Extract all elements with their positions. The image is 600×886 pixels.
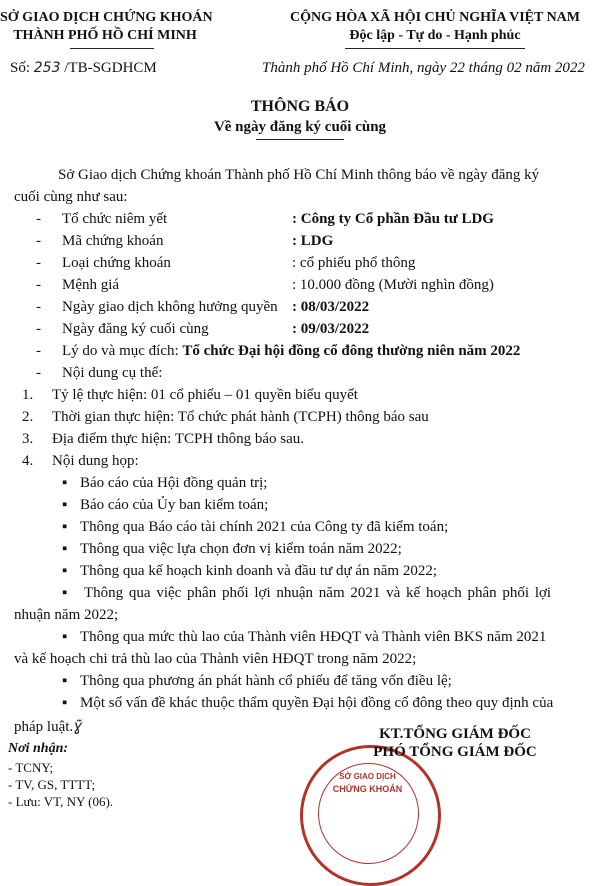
field-dash: - xyxy=(36,233,41,249)
field-value: : LDG xyxy=(292,233,334,249)
field-label: Mã chứng khoán xyxy=(62,233,164,249)
motto-underline xyxy=(345,48,525,49)
national-motto: Độc lập - Tự do - Hạnh phúc xyxy=(349,28,521,43)
field-value: : 10.000 đồng (Mười nghìn đồng) xyxy=(292,277,494,293)
recipient-item: - TV, GS, TTTT; xyxy=(8,777,96,792)
agenda-bullet: ▪ xyxy=(62,475,68,491)
agenda-item: Thông qua mức thù lao của Thành viên HĐQT và Thành viên BKS năm 2021 xyxy=(80,629,547,645)
agenda-bullet: ▪ xyxy=(62,497,68,513)
field-label: Mệnh giá xyxy=(62,277,120,293)
field-dash: - xyxy=(36,211,41,227)
agenda-bullet: ▪ xyxy=(62,585,68,601)
agenda-bullet: ▪ xyxy=(62,519,68,535)
numbered-item-num: 3. xyxy=(22,431,34,447)
field-value: : Công ty Cổ phần Đầu tư LDG xyxy=(292,211,494,227)
numbered-item-num: 4. xyxy=(22,453,34,469)
issuer-name-line2: THÀNH PHỐ HỒ CHÍ MINH xyxy=(13,28,197,43)
purpose-row xyxy=(62,343,520,360)
field-value-text: 09/03/2022 xyxy=(300,321,370,337)
numbered-item-num: 2. xyxy=(22,409,34,425)
content-dash: - xyxy=(36,365,41,381)
initial-mark-icon: ɣ̃ xyxy=(73,717,83,735)
agenda-item-continued: và kế hoạch chi trả thù lao của Thành viên HĐQT trong năm 2022; xyxy=(14,651,417,667)
national-title: CỘNG HÒA XÃ HỘI CHỦ NGHĨA VIỆT NAM xyxy=(289,10,580,25)
purpose-value: Tổ chức Đại hội đồng cổ đông thường niên năm 2022 xyxy=(182,343,521,359)
field-value-text: cổ phiếu phổ thông xyxy=(299,255,416,271)
recipient-text: Lưu: VT, NY (06). xyxy=(15,794,114,809)
intro-line2: cuối cùng như sau: xyxy=(14,189,128,205)
agenda-item-continued xyxy=(14,717,82,736)
purpose-dash: - xyxy=(36,343,41,359)
field-value-text: LDG xyxy=(300,233,334,249)
numbered-item-text: Tỷ lệ thực hiện: 01 cổ phiếu – 01 quyền biểu quyết xyxy=(52,387,358,403)
document-title: THÔNG BÁO xyxy=(250,98,350,115)
field-dash: - xyxy=(36,299,41,315)
agenda-item: Một số vấn đề khác thuộc thẩm quyền Đại hội đồng cổ đông theo quy định của xyxy=(80,695,554,711)
numbered-item-num: 1. xyxy=(22,387,34,403)
agenda-bullet: ▪ xyxy=(62,673,68,689)
content-heading: Nội dung cụ thể: xyxy=(62,365,163,381)
numbered-item-text: Thời gian thực hiện: Tổ chức phát hành (TCPH) thông báo sau xyxy=(52,409,429,425)
doc-number-suffix: /TB-SGDHCM xyxy=(64,60,157,76)
recipient-item: - Lưu: VT, NY (06). xyxy=(8,794,114,809)
doc-number-handwritten: 253 xyxy=(33,60,61,76)
field-dash: - xyxy=(36,277,41,293)
doc-number-prefix: Số: xyxy=(10,60,31,76)
document-number xyxy=(10,60,157,77)
field-value: : cổ phiếu phổ thông xyxy=(292,255,416,271)
intro-line1: Sở Giao dịch Chứng khoán Thành phố Hồ Chí Minh thông báo về ngày đăng ký xyxy=(58,167,540,183)
recipient-item: - TCNY; xyxy=(8,760,54,775)
field-value-text: 08/03/2022 xyxy=(300,299,370,315)
agenda-bullet: ▪ xyxy=(62,541,68,557)
signature-title-line2: PHÓ TỔNG GIÁM ĐỐC xyxy=(373,744,537,760)
field-dash: - xyxy=(36,321,41,337)
agenda-item-last-text: pháp luật. xyxy=(14,719,74,735)
stamp-line1: SỞ GIAO DỊCH xyxy=(339,772,396,781)
numbered-item-text: Nội dung họp: xyxy=(52,453,139,469)
agenda-item: Thông qua Báo cáo tài chính 2021 của Công ty đã kiểm toán; xyxy=(80,519,449,535)
field-value: : 09/03/2022 xyxy=(292,321,370,337)
agenda-bullet: ▪ xyxy=(62,695,68,711)
field-label: Ngày đăng ký cuối cùng xyxy=(62,321,209,337)
recipient-text: TCNY; xyxy=(15,760,54,775)
agenda-item: Thông qua việc lựa chọn đơn vị kiểm toán năm 2022; xyxy=(80,541,402,557)
signature-title-line1: KT.TỔNG GIÁM ĐỐC xyxy=(379,726,531,742)
recipient-text: TV, GS, TTTT; xyxy=(15,777,96,792)
agenda-item: Báo cáo của Ủy ban kiểm toán; xyxy=(80,497,269,513)
agenda-item: Thông qua việc phân phối lợi nhuận năm 2021 và kế hoạch phân phối lợi xyxy=(84,585,552,601)
stamp-line2: CHỨNG KHOÁN xyxy=(332,784,403,794)
field-label: Ngày giao dịch không hưởng quyền xyxy=(62,299,278,315)
place-date: Thành phố Hồ Chí Minh, ngày 22 tháng 02 năm 2022 xyxy=(262,60,585,76)
field-value-text: 10.000 đồng (Mười nghìn đồng) xyxy=(299,277,494,293)
agenda-bullet: ▪ xyxy=(62,629,68,645)
subtitle-underline xyxy=(256,139,344,140)
recipients-heading: Nơi nhận: xyxy=(8,741,69,756)
agenda-bullet: ▪ xyxy=(62,563,68,579)
numbered-item-text: Địa điểm thực hiện: TCPH thông báo sau. xyxy=(52,431,304,447)
field-value: : 08/03/2022 xyxy=(292,299,370,315)
issuer-underline xyxy=(70,48,154,49)
field-label: Tổ chức niêm yết xyxy=(62,211,168,227)
agenda-item-continued: nhuận năm 2022; xyxy=(14,607,119,623)
field-value-text: Công ty Cổ phần Đầu tư LDG xyxy=(300,211,494,227)
agenda-item: Thông qua phương án phát hành cổ phiếu để tăng vốn điều lệ; xyxy=(80,673,452,689)
purpose-label: Lý do và mục đích: xyxy=(62,343,179,359)
field-dash: - xyxy=(36,255,41,271)
agenda-item: Báo cáo của Hội đồng quản trị; xyxy=(80,475,268,491)
field-label: Loại chứng khoán xyxy=(62,255,171,271)
document-subtitle: Về ngày đăng ký cuối cùng xyxy=(213,119,387,135)
issuer-name-line1: SỞ GIAO DỊCH CHỨNG KHOÁN xyxy=(0,10,213,25)
agenda-item: Thông qua kế hoạch kinh doanh và đầu tư dự án năm 2022; xyxy=(80,563,438,579)
